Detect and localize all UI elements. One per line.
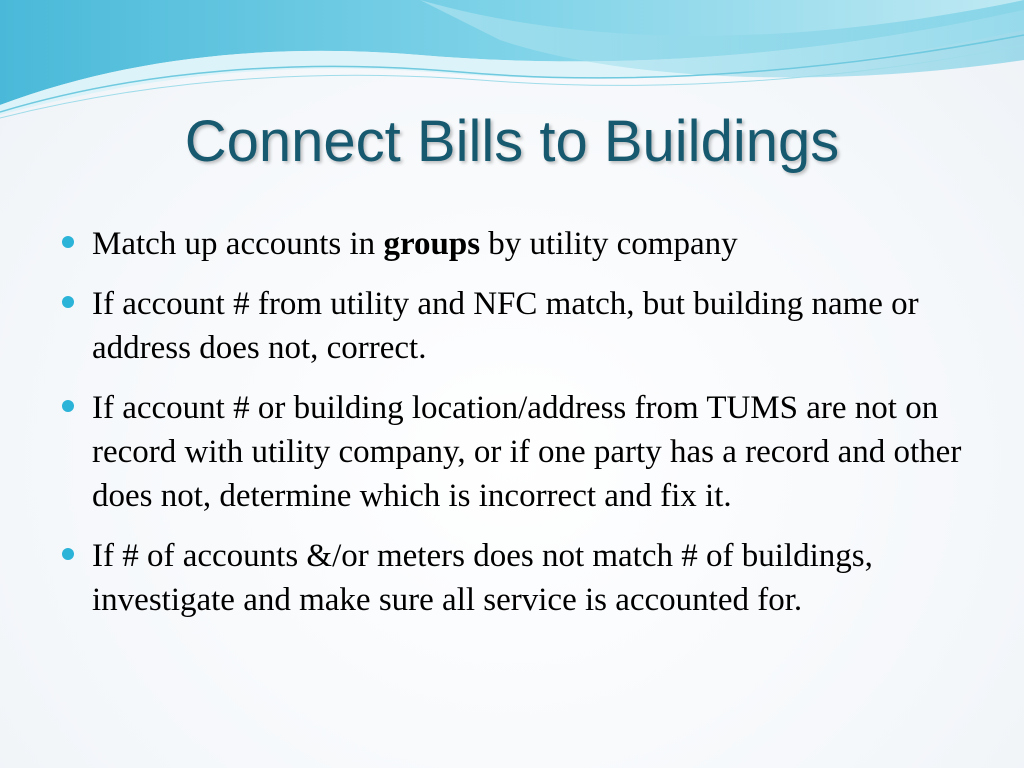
bullet-text: If account # or building location/address from TUMS are not on record with utility company, or if one party has a record and other does not, determine which is incorrect and fix it. xyxy=(92,390,962,514)
bullet-dot-icon xyxy=(62,548,74,560)
bullet-list xyxy=(62,222,962,638)
bullet-item xyxy=(62,282,962,370)
bullet-item xyxy=(62,386,962,518)
bullet-item xyxy=(62,222,962,266)
bullet-text: If # of accounts &/or meters does not match # of buildings, investigate and make sure all service is accounted for. xyxy=(92,538,873,618)
bullet-text: If account # from utility and NFC match, but building name or address does not, correct. xyxy=(92,286,919,366)
bullet-dot-icon xyxy=(62,296,74,308)
bullet-dot-icon xyxy=(62,236,74,248)
bullet-item xyxy=(62,534,962,622)
bullet-dot-icon xyxy=(62,400,74,412)
bullet-text-post: by utility company xyxy=(480,226,738,262)
bullet-text-pre: Match up accounts in xyxy=(92,226,384,262)
bullet-text-bold: groups xyxy=(383,226,481,262)
header-wave-decoration xyxy=(0,0,1024,120)
slide-title: Connect Bills to Buildings xyxy=(184,109,840,174)
